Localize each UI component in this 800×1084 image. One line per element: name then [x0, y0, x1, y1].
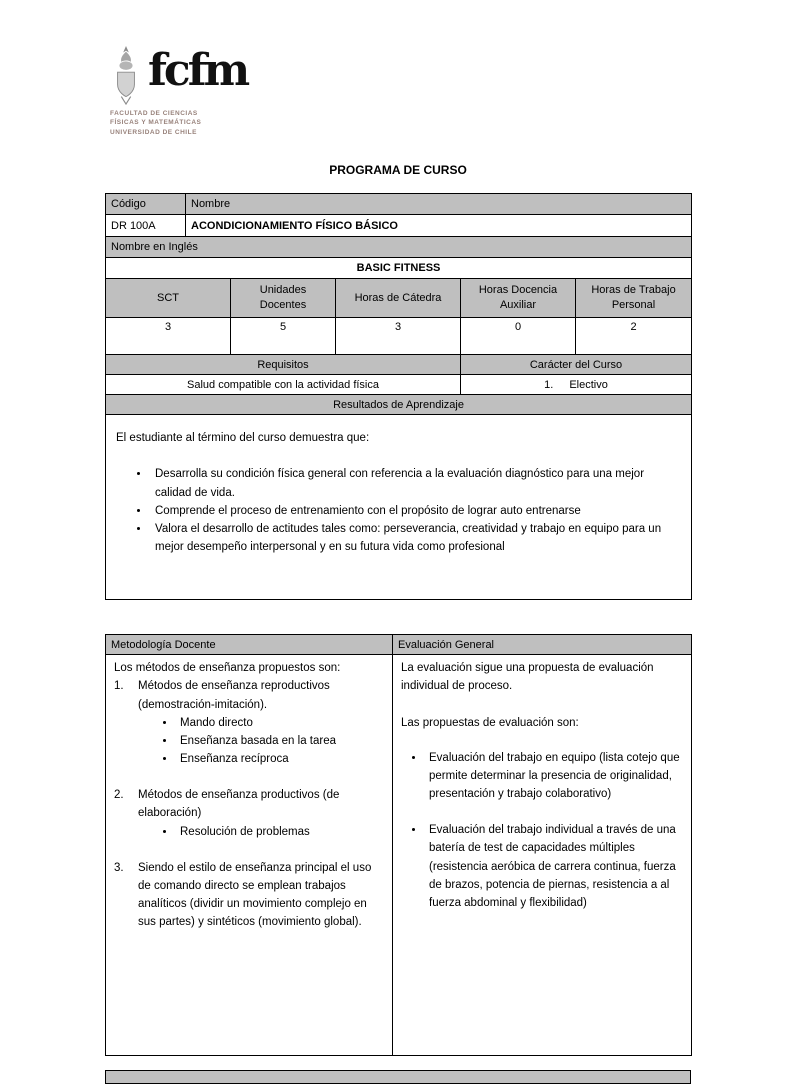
sub-bullet-item: • Mando directo	[176, 714, 382, 732]
caracter-label: Carácter del Curso	[461, 355, 692, 375]
resultados-bullet-list	[116, 465, 679, 556]
sub-bullet-item: • Enseñanza basada en la tarea	[176, 732, 382, 750]
fcfm-logo	[110, 45, 260, 137]
value-sct: 3	[106, 318, 231, 355]
sub-bullet-list	[114, 714, 382, 768]
codigo-label: Código	[106, 194, 186, 215]
bullet-item: • Desarrolla su condición física general con referencia a la evaluación diagnóstico para una mejor calidad de vida.	[150, 465, 679, 501]
item-number: 2.	[114, 789, 124, 802]
caracter-value-text: Electivo	[569, 378, 608, 391]
document-page	[105, 45, 691, 1084]
caracter-value	[461, 375, 692, 395]
page-title: PROGRAMA DE CURSO	[329, 163, 467, 178]
evaluacion-content	[393, 655, 692, 1056]
codigo-value: DR 100A	[106, 215, 186, 237]
item-number: 1.	[114, 680, 124, 693]
item-text: Métodos de enseñanza reproductivos (demostración-imitación).	[138, 680, 330, 711]
header-horas-docencia-auxiliar: Horas Docencia Auxiliar	[461, 279, 576, 318]
universidad-de-chile-crest-icon	[110, 45, 142, 105]
nombre-ingles-value: BASIC FITNESS	[106, 258, 692, 279]
resultados-content	[106, 415, 692, 600]
header-horas-catedra: Horas de Cátedra	[336, 279, 461, 318]
metodologia-evaluacion-table	[105, 634, 692, 1056]
value-horas-trabajo-personal: 2	[576, 318, 692, 355]
sub-bullet-list	[114, 823, 382, 841]
item-number: 3.	[114, 861, 124, 874]
metodologia-header: Metodología Docente	[106, 635, 393, 655]
bullet-item: • Comprende el proceso de entrenamiento con el propósito de lograr auto entrenarse	[150, 502, 679, 520]
header-unidades-docentes: Unidades Docentes	[231, 279, 336, 318]
course-info-table	[105, 193, 692, 600]
faculty-line-1: FACULTAD DE CIENCIAS	[110, 110, 198, 117]
value-unidades-docentes: 5	[231, 318, 336, 355]
resultados-intro: El estudiante al término del curso demuestra que:	[116, 432, 370, 445]
faculty-line-2: FÍSICAS Y MATEMÁTICAS	[110, 119, 202, 127]
value-horas-docencia-auxiliar: 0	[461, 318, 576, 355]
fcfm-wordmark: fcfm	[148, 45, 248, 96]
numbered-item	[114, 859, 382, 932]
evaluacion-bullet-list	[401, 749, 681, 912]
evaluacion-subintro: Las propuestas de evaluación son:	[401, 716, 579, 729]
bullet-item: • Evaluación del trabajo individual a través de una batería de test de capacidades múltiples (resistencia aeróbica de carrera continua, fuerza de brazos, potencia de piernas, resistencia a al fuerza abdominal y flexibilidad)	[425, 821, 681, 912]
requisitos-value: Salud compatible con la actividad física	[106, 375, 461, 395]
bullet-item: • Evaluación del trabajo en equipo (lista cotejo que permite determinar la presencia de originalidad, presentación y trabajo colaborativo)	[425, 749, 681, 803]
metodologia-content	[106, 655, 393, 1056]
resultados-header: Resultados de Aprendizaje	[106, 395, 692, 415]
numbered-item	[114, 677, 382, 713]
evaluacion-intro: La evaluación sigue una propuesta de evaluación individual de proceso.	[401, 662, 654, 693]
partial-table-header-bar	[105, 1070, 691, 1084]
metodologia-intro: Los métodos de enseñanza propuestos son:	[114, 662, 341, 675]
bullet-item: • Valora el desarrollo de actitudes tales como: perseverancia, creatividad y trabajo en equipo para un mejor desempeño interpersonal y en su futura vida como profesional	[150, 520, 679, 556]
header-sct: SCT	[106, 279, 231, 318]
faculty-name-text	[110, 109, 260, 137]
faculty-line-3: UNIVERSIDAD DE CHILE	[110, 128, 197, 136]
nombre-label: Nombre	[186, 194, 692, 215]
header-horas-trabajo-personal: Horas de Trabajo Personal	[576, 279, 692, 318]
evaluacion-header: Evaluación General	[393, 635, 692, 655]
caracter-value-number: 1.	[544, 378, 554, 391]
nombre-value: ACONDICIONAMIENTO FÍSICO BÁSICO	[186, 215, 692, 237]
sub-bullet-item: • Enseñanza recíproca	[176, 750, 382, 768]
sub-bullet-item: • Resolución de problemas	[176, 823, 382, 841]
item-text: Métodos de enseñanza productivos (de elaboración)	[138, 789, 340, 820]
item-text: Siendo el estilo de enseñanza principal el uso de comando directo se emplean trabajos analíticos (dividir un movimiento complejo en sus partes) y sintéticos (movimiento global).	[138, 861, 372, 929]
nombre-ingles-label: Nombre en Inglés	[106, 237, 692, 258]
value-horas-catedra: 3	[336, 318, 461, 355]
requisitos-label: Requisitos	[106, 355, 461, 375]
numbered-item	[114, 786, 382, 822]
